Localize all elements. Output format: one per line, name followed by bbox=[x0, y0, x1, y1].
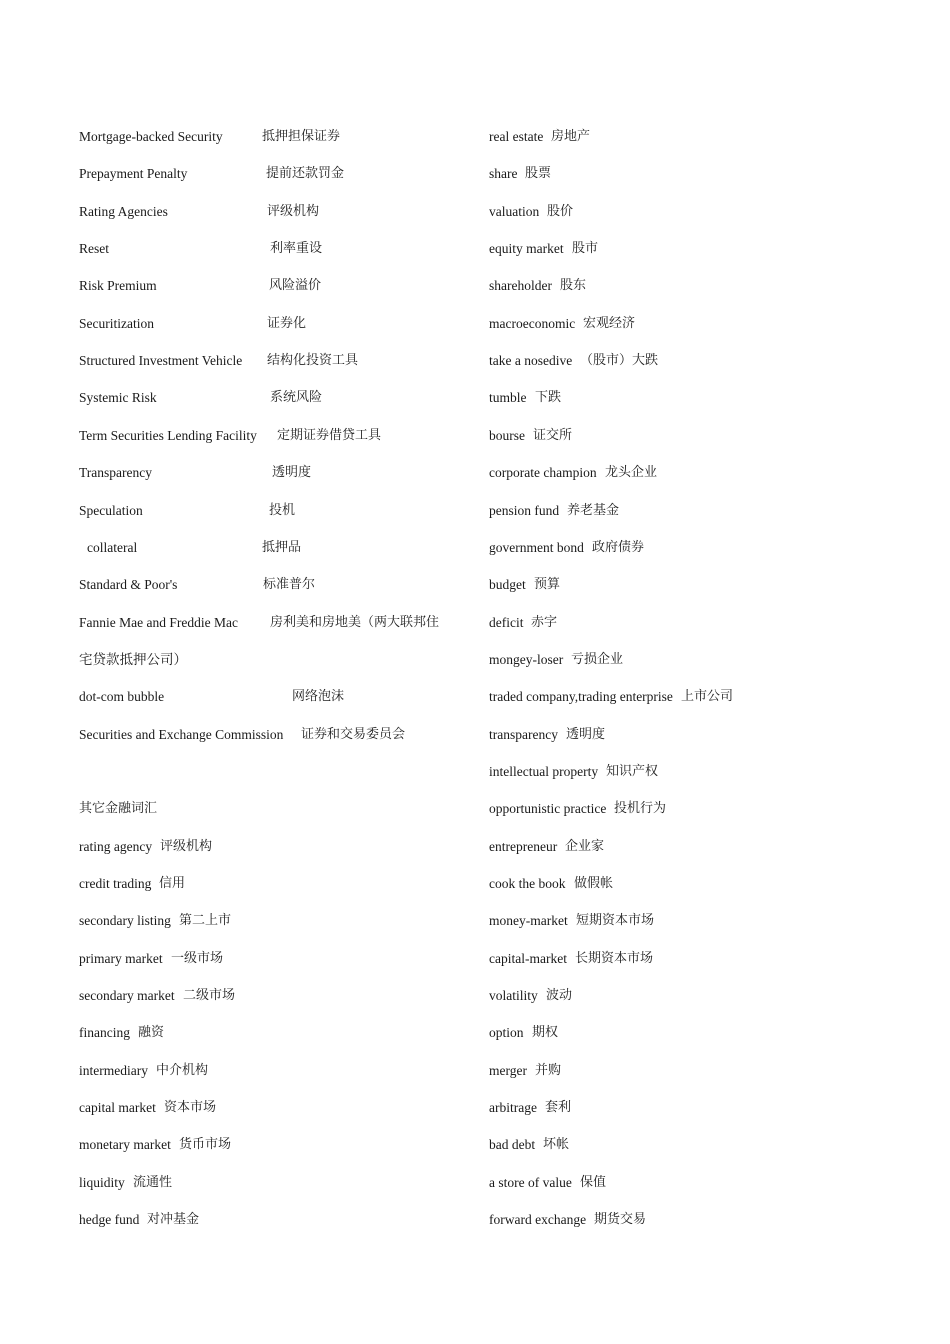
term-en: secondary listing bbox=[79, 913, 171, 929]
glossary-term-zh: 抵押品 bbox=[262, 539, 302, 555]
term-zh: 证交所 bbox=[533, 427, 573, 443]
glossary-term-en: 宅贷款抵押公司） bbox=[79, 651, 187, 667]
glossary-term-en: Systemic Risk bbox=[79, 390, 157, 406]
term-en: option bbox=[489, 1025, 524, 1041]
glossary-term-zh: 结构化投资工具 bbox=[267, 353, 359, 369]
term-en: tumble bbox=[489, 390, 527, 406]
term-zh: 赤字 bbox=[531, 614, 558, 630]
term-zh: 房地产 bbox=[551, 129, 591, 144]
term-en: hedge fund bbox=[79, 1212, 140, 1228]
term-en: opportunistic practice bbox=[489, 801, 607, 817]
glossary-term-zh: 证券和交易委员会 bbox=[301, 726, 406, 742]
term-en: take a nosedive bbox=[489, 353, 573, 369]
term-zh: 长期资本市场 bbox=[575, 950, 654, 966]
term-en: intellectual property bbox=[489, 763, 599, 779]
glossary-term-zh: 定期证券借贷工具 bbox=[277, 427, 382, 443]
term-en: arbitrage bbox=[489, 1100, 537, 1116]
term-en: money-market bbox=[489, 913, 568, 929]
term-en: share bbox=[489, 166, 518, 182]
term-zh: 股市 bbox=[572, 241, 599, 257]
term-zh: 短期资本市场 bbox=[576, 913, 655, 929]
glossary-term-en: Risk Premium bbox=[79, 278, 157, 294]
term-en: corporate champion bbox=[489, 465, 597, 481]
glossary-term-en: Fannie Mae and Freddie Mac bbox=[79, 614, 238, 630]
term-en: government bond bbox=[489, 539, 584, 555]
term-zh: 一级市场 bbox=[171, 950, 224, 966]
term-en: forward exchange bbox=[489, 1212, 587, 1228]
term-zh: 流通性 bbox=[133, 1174, 173, 1190]
term-zh: 二级市场 bbox=[183, 988, 236, 1004]
glossary-term-en: collateral bbox=[87, 539, 138, 555]
term-zh: 信用 bbox=[159, 876, 186, 891]
term-zh: 上市公司 bbox=[681, 689, 734, 705]
term-zh: 预算 bbox=[534, 577, 561, 593]
term-zh: 企业家 bbox=[565, 838, 605, 854]
term-en: deficit bbox=[489, 614, 524, 630]
glossary-term-zh: 提前还款罚金 bbox=[266, 166, 345, 182]
term-zh: 透明度 bbox=[566, 726, 606, 742]
term-en: transparency bbox=[489, 726, 558, 742]
section-heading-text: 其它金融词汇 bbox=[79, 801, 158, 817]
term-zh: 套利 bbox=[545, 1100, 572, 1116]
term-en: macroeconomic bbox=[489, 315, 576, 331]
glossary-term-en: Standard & Poor's bbox=[79, 577, 178, 593]
term-en: capital-market bbox=[489, 950, 567, 966]
glossary-term-zh: 网络泡沫 bbox=[292, 689, 345, 705]
term-en: equity market bbox=[489, 241, 564, 257]
glossary-term-en: Prepayment Penalty bbox=[79, 166, 188, 182]
term-zh: （股市）大跌 bbox=[580, 353, 659, 369]
term-en: shareholder bbox=[489, 278, 552, 294]
term-zh: 亏损企业 bbox=[571, 651, 624, 667]
glossary-term-en: Securities and Exchange Commission bbox=[79, 726, 284, 742]
term-en: bourse bbox=[489, 427, 525, 443]
term-zh: 做假帐 bbox=[574, 876, 614, 891]
term-en: financing bbox=[79, 1025, 130, 1041]
glossary-term-en: Reset bbox=[79, 241, 109, 257]
term-en: rating agency bbox=[79, 838, 153, 854]
term-en: entrepreneur bbox=[489, 838, 558, 854]
glossary-term-en: Rating Agencies bbox=[79, 203, 168, 219]
glossary-term-zh: 房利美和房地美（两大联邦住 bbox=[270, 614, 440, 630]
term-zh: 宏观经济 bbox=[583, 315, 636, 331]
term-zh: 对冲基金 bbox=[147, 1212, 200, 1228]
glossary-term-zh: 评级机构 bbox=[267, 203, 320, 219]
term-en: credit trading bbox=[79, 876, 152, 891]
term-zh: 并购 bbox=[535, 1062, 562, 1078]
term-en: intermediary bbox=[79, 1062, 148, 1078]
term-en: volatility bbox=[489, 988, 538, 1004]
term-en: a store of value bbox=[489, 1174, 572, 1190]
term-zh: 中介机构 bbox=[156, 1062, 209, 1078]
term-zh: 保值 bbox=[580, 1174, 607, 1190]
glossary-term-en: Securitization bbox=[79, 315, 154, 331]
glossary-term-zh: 标准普尔 bbox=[263, 577, 316, 593]
term-en: budget bbox=[489, 577, 526, 593]
term-zh: 股东 bbox=[560, 278, 587, 294]
term-en: capital market bbox=[79, 1100, 156, 1116]
term-zh: 期货交易 bbox=[594, 1212, 647, 1228]
glossary-term-zh: 风险溢价 bbox=[269, 278, 322, 294]
term-en: secondary market bbox=[79, 988, 175, 1004]
term-en: real estate bbox=[489, 129, 544, 144]
term-en: bad debt bbox=[489, 1137, 536, 1153]
glossary-term-zh: 系统风险 bbox=[270, 390, 323, 406]
term-en: liquidity bbox=[79, 1174, 125, 1190]
term-zh: 下跌 bbox=[535, 390, 562, 406]
glossary-term-en: Structured Investment Vehicle bbox=[79, 353, 243, 369]
term-zh: 政府债券 bbox=[592, 539, 645, 555]
term-zh: 股价 bbox=[547, 203, 574, 219]
glossary-term-zh: 抵押担保证券 bbox=[262, 129, 341, 144]
term-zh: 股票 bbox=[525, 166, 552, 182]
term-en: cook the book bbox=[489, 876, 566, 891]
glossary-term-en: Speculation bbox=[79, 502, 143, 518]
term-en: monetary market bbox=[79, 1137, 171, 1153]
glossary-term-zh: 证券化 bbox=[267, 315, 307, 331]
term-zh: 知识产权 bbox=[606, 763, 659, 779]
term-en: mongey-loser bbox=[489, 651, 564, 667]
term-zh: 货币市场 bbox=[179, 1137, 232, 1153]
glossary-term-zh: 投机 bbox=[269, 502, 296, 518]
glossary-term-zh: 利率重设 bbox=[270, 241, 323, 257]
term-zh: 融资 bbox=[138, 1025, 165, 1041]
term-zh: 评级机构 bbox=[160, 838, 213, 854]
term-zh: 波动 bbox=[546, 988, 573, 1004]
term-en: valuation bbox=[489, 203, 540, 219]
glossary-term-en: Mortgage-backed Security bbox=[79, 129, 223, 144]
term-zh: 养老基金 bbox=[567, 502, 620, 518]
glossary-term-en: Transparency bbox=[79, 465, 152, 481]
term-zh: 投机行为 bbox=[614, 801, 667, 817]
term-en: merger bbox=[489, 1062, 527, 1078]
glossary-term-en: dot-com bubble bbox=[79, 689, 165, 705]
term-en: pension fund bbox=[489, 502, 560, 518]
term-zh: 坏帐 bbox=[543, 1137, 570, 1153]
term-en: traded company,trading enterprise bbox=[489, 689, 673, 705]
term-zh: 资本市场 bbox=[164, 1100, 217, 1116]
glossary-term-zh: 透明度 bbox=[272, 465, 312, 481]
term-zh: 龙头企业 bbox=[605, 465, 658, 481]
term-zh: 期权 bbox=[532, 1025, 559, 1041]
glossary-term-en: Term Securities Lending Facility bbox=[79, 427, 257, 443]
term-zh: 第二上市 bbox=[179, 913, 232, 929]
term-en: primary market bbox=[79, 950, 163, 966]
